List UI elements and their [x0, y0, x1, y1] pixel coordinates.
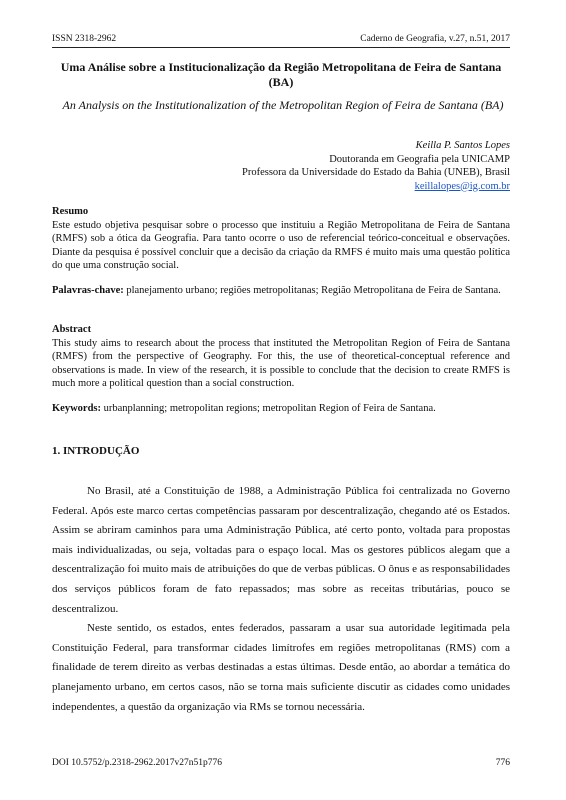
paper-title: Uma Análise sobre a Institucionalização da Região Metropolitana de Feira de Santana (BA)	[60, 60, 502, 89]
intro-body	[52, 482, 510, 717]
keywords-section	[52, 402, 510, 416]
intro-heading: 1. INTRODUÇÃO	[52, 445, 140, 457]
intro-paragraph-1: No Brasil, até a Constituição de 1988, a Administração Pública foi centralizada no Governo Federal. Após este marco certas competências passaram por descentralização, chegando até os Estados. Assim se abriram caminhos para uma Administração Pública, até certo ponto, voltada para propostas mais individualizadas, ou seja, voltadas para o espaço local. Mas os gestores públicos alegam que a descentralização foi muito mais de atribuições do que de verbas públicas. O ônus e as responsabilidades dos serviços públicos foram de fato repassados; mas sobre as receitas tributárias, pouco se descentralizou.	[52, 485, 510, 615]
doi-text: DOI 10.5752/p.2318-2962.2017v27n51p776	[52, 758, 222, 768]
abstract-section	[52, 323, 510, 391]
issn-text: ISSN 2318-2962	[52, 34, 117, 44]
abstract-heading: Abstract	[52, 324, 92, 335]
palavras-chave-text: planejamento urbano; regiões metropolitanas; Região Metropolitana de Feira de Santana.	[126, 285, 501, 296]
abstract-text: This study aims to research about the process that instituted the Metropolitan Region of Feira de Santana (RMFS) from the perspective of Geography. For this, the use of theoretical-conceptual reference and observations is made. In view of the research, it is possible to conclude that the decision to create RMFS is much more a political question than a social construction.	[52, 337, 510, 389]
paper-title-english: An Analysis on the Institutionalization of the Metropolitan Region of Feira de Santana (BA)	[62, 98, 504, 112]
resumo-heading: Resumo	[52, 206, 89, 217]
intro-paragraph-2: Neste sentido, os estados, entes federados, passaram a usar sua autoridade legitimada pela Constituição Federal, para transformar cidades limítrofes em regiões metropolitanas (RMS) com a finalidade de terem direito as verbas destinadas a estas últimas. Desde então, ao abordar a temática do planejamento urbano, em certos casos, não se torna mais suficiente discutir as cidades como unidades independentes, a questão da organização via RMs se tornou necessária.	[52, 622, 510, 713]
keywords-text: urbanplanning; metropolitan regions; metropolitan Region of Feira de Santana.	[103, 403, 436, 414]
keywords-label: Keywords:	[52, 403, 101, 414]
author-affiliation-1: Doutoranda em Geografia pela UNICAMP	[329, 153, 510, 165]
resumo-section	[52, 205, 510, 273]
author-email-link[interactable]: keillalopes@ig.com.br	[414, 180, 510, 192]
resumo-text: Este estudo objetiva pesquisar sobre o processo que instituiu a Região Metropolitana de Feira de Santana (RMFS) sob a ótica da Geografia. Para tanto ocorre o uso de referencial teórico-conceitual e observações. Diante da pesquisa é possível concluir que a decisão da criação da RMFS é muito mais uma questão política do que uma construção social.	[52, 219, 510, 271]
page-header	[52, 34, 510, 48]
palavras-chave-section	[52, 284, 510, 298]
page-footer	[52, 758, 510, 768]
author-name: Keilla P. Santos Lopes	[415, 140, 510, 151]
author-affiliation-2: Professora da Universidade do Estado da Bahia (UNEB), Brasil	[242, 167, 510, 178]
journal-citation: Caderno de Geografia, v.27, n.51, 2017	[360, 34, 510, 44]
palavras-chave-label: Palavras-chave:	[52, 285, 124, 296]
author-block	[242, 139, 510, 193]
page-number: 776	[495, 758, 510, 768]
